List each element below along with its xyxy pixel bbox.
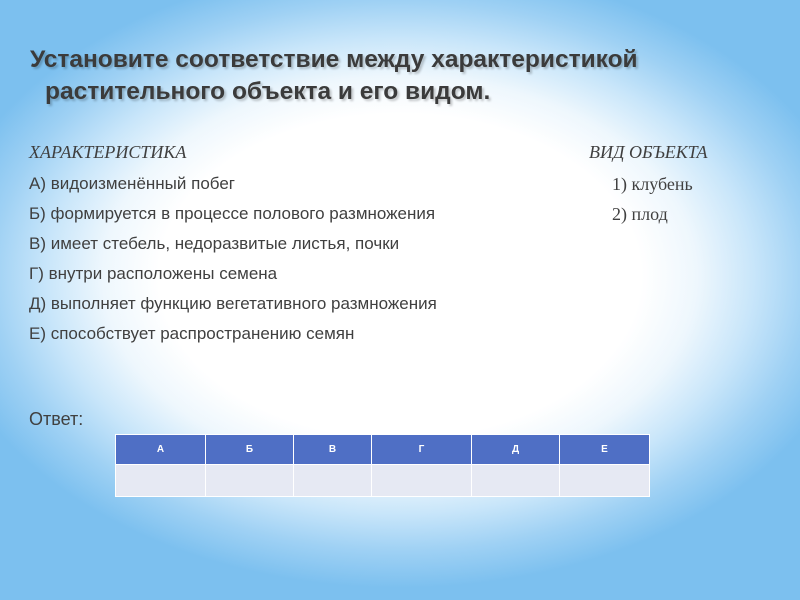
task-title — [30, 44, 770, 108]
characteristic-item-d: Д) выполняет функцию вегетативного размножения — [29, 294, 437, 313]
answer-cell-a[interactable] — [116, 465, 206, 497]
answer-column-b: Б — [206, 435, 294, 465]
answer-cell-v[interactable] — [294, 465, 372, 497]
answer-column-g: Г — [372, 435, 472, 465]
answer-column-d: Д — [472, 435, 560, 465]
characteristic-item-b: Б) формируется в процессе полового размножения — [29, 204, 436, 223]
characteristic-item-a: А) видоизменённый побег — [29, 174, 235, 193]
answer-cell-e[interactable] — [560, 465, 650, 497]
answer-column-e: Е — [560, 435, 650, 465]
answer-table-row — [116, 465, 650, 497]
answer-column-v: В — [294, 435, 372, 465]
answer-table — [115, 434, 650, 497]
answer-cell-g[interactable] — [372, 465, 472, 497]
object-option-2: 2) плод — [612, 204, 668, 224]
characteristics-header: ХАРАКТЕРИСТИКА — [29, 142, 187, 162]
characteristic-item-e: Е) способствует распространению семян — [29, 324, 355, 343]
answer-column-a: А — [116, 435, 206, 465]
task-title-line-2: растительного объекта и его видом. — [45, 78, 491, 105]
task-title-line-1: Установите соответствие между характеристикой — [30, 46, 638, 73]
answer-cell-b[interactable] — [206, 465, 294, 497]
answer-label: Ответ: — [29, 409, 84, 429]
object-option-1: 1) клубень — [612, 174, 693, 194]
object-type-header: ВИД ОБЪЕКТА — [589, 142, 708, 162]
characteristic-item-v: В) имеет стебель, недоразвитые листья, почки — [29, 234, 400, 253]
answer-cell-d[interactable] — [472, 465, 560, 497]
answer-table-header-row — [116, 435, 650, 465]
characteristic-item-g: Г) внутри расположены семена — [29, 264, 278, 283]
